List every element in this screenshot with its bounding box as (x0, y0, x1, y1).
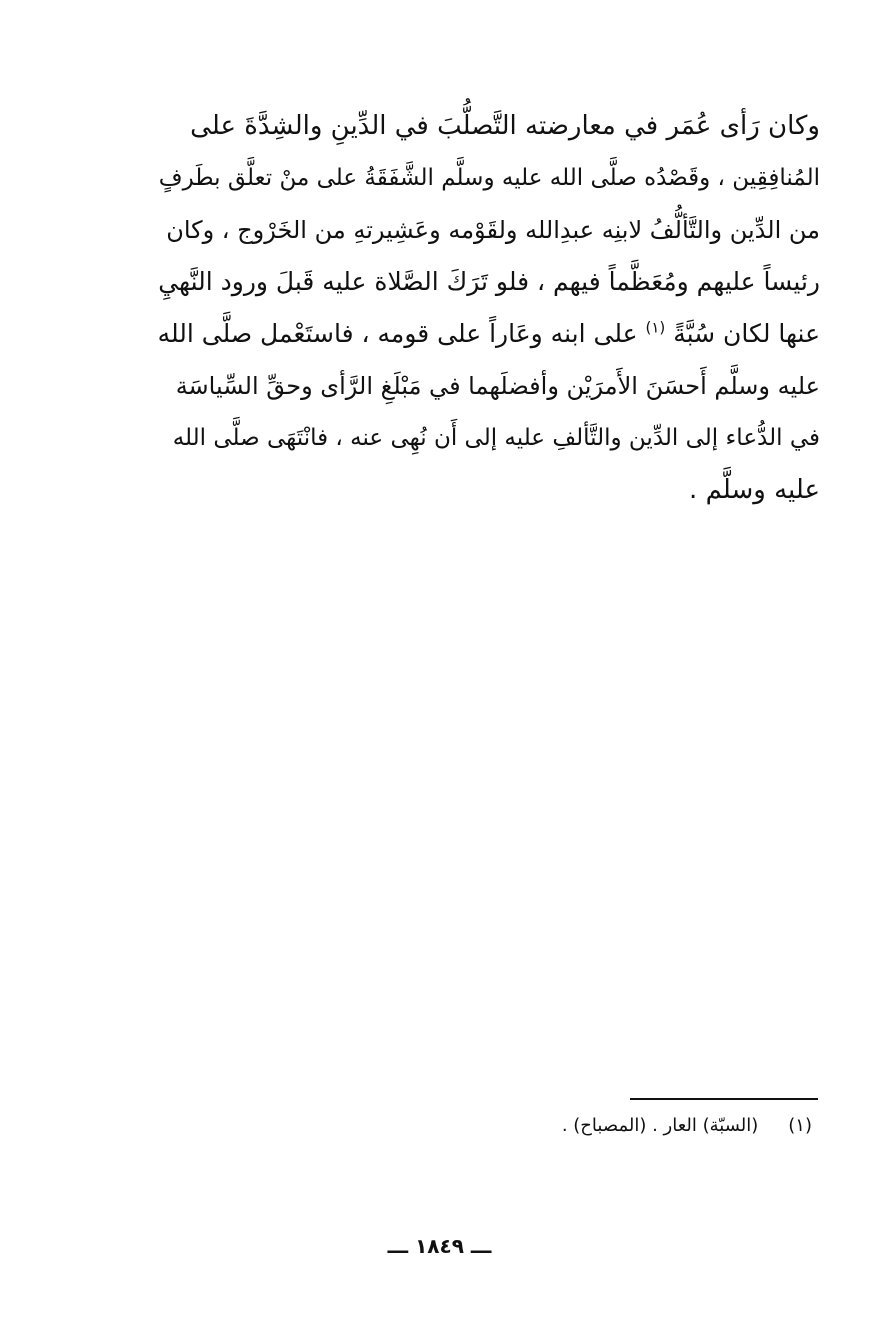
footnote-number: (١) (788, 1115, 812, 1136)
main-text (150, 100, 820, 516)
text-line: رئيساً عليهم ومُعَظَّماً فيهم ، فلو تَرَكَ الصَّلاة عليه قَبلَ ورود النَّهيِ (158, 267, 820, 296)
text-segment: عنها لكان سُبَّةً (673, 319, 820, 348)
text-line-with-footnote (150, 308, 820, 360)
text-line: عليه وسلَّم . (689, 475, 820, 505)
page-number: ـــ ١٨٤٩ ـــ (387, 1234, 492, 1258)
text-line: عليه وسلَّم أَحسَنَ الأَمرَيْن وأفضلَهما في مَبْلَغِ الرَّأى وحقِّ السِّياسَة (175, 372, 820, 400)
footnote-text: (السبّة) العار . (المصباح) . (561, 1115, 759, 1136)
text-line: المُنافِقِين ، وقَصْدُه صلَّى الله عليه وسلَّم الشَّفَقَةُ على منْ تعلَّق بطَرفٍ (158, 165, 820, 191)
text-segment: على ابنه وعَاراً على قومه ، فاستَعْمل صلَّى الله (157, 319, 638, 348)
text-line: وكان رَأى عُمَر في معارضته التَّصلُّبَ في الدِّينِ والشِدَّةَ على (190, 111, 820, 141)
footnote-reference[interactable]: (١) (645, 318, 666, 337)
footnote (400, 1112, 812, 1140)
text-line: من الدِّين والتَّألُّفُ لابنِه عبدِالله ولقَوْمه وعَشِيرتهِ من الخَرْوج ، وكان (166, 216, 820, 244)
footnote-separator (630, 1098, 818, 1100)
text-line: في الدُّعاء إلى الدِّين والتَّألفِ عليه إلى أَن نُهِى عنه ، فانْتَهَى صلَّى الله (172, 425, 820, 451)
